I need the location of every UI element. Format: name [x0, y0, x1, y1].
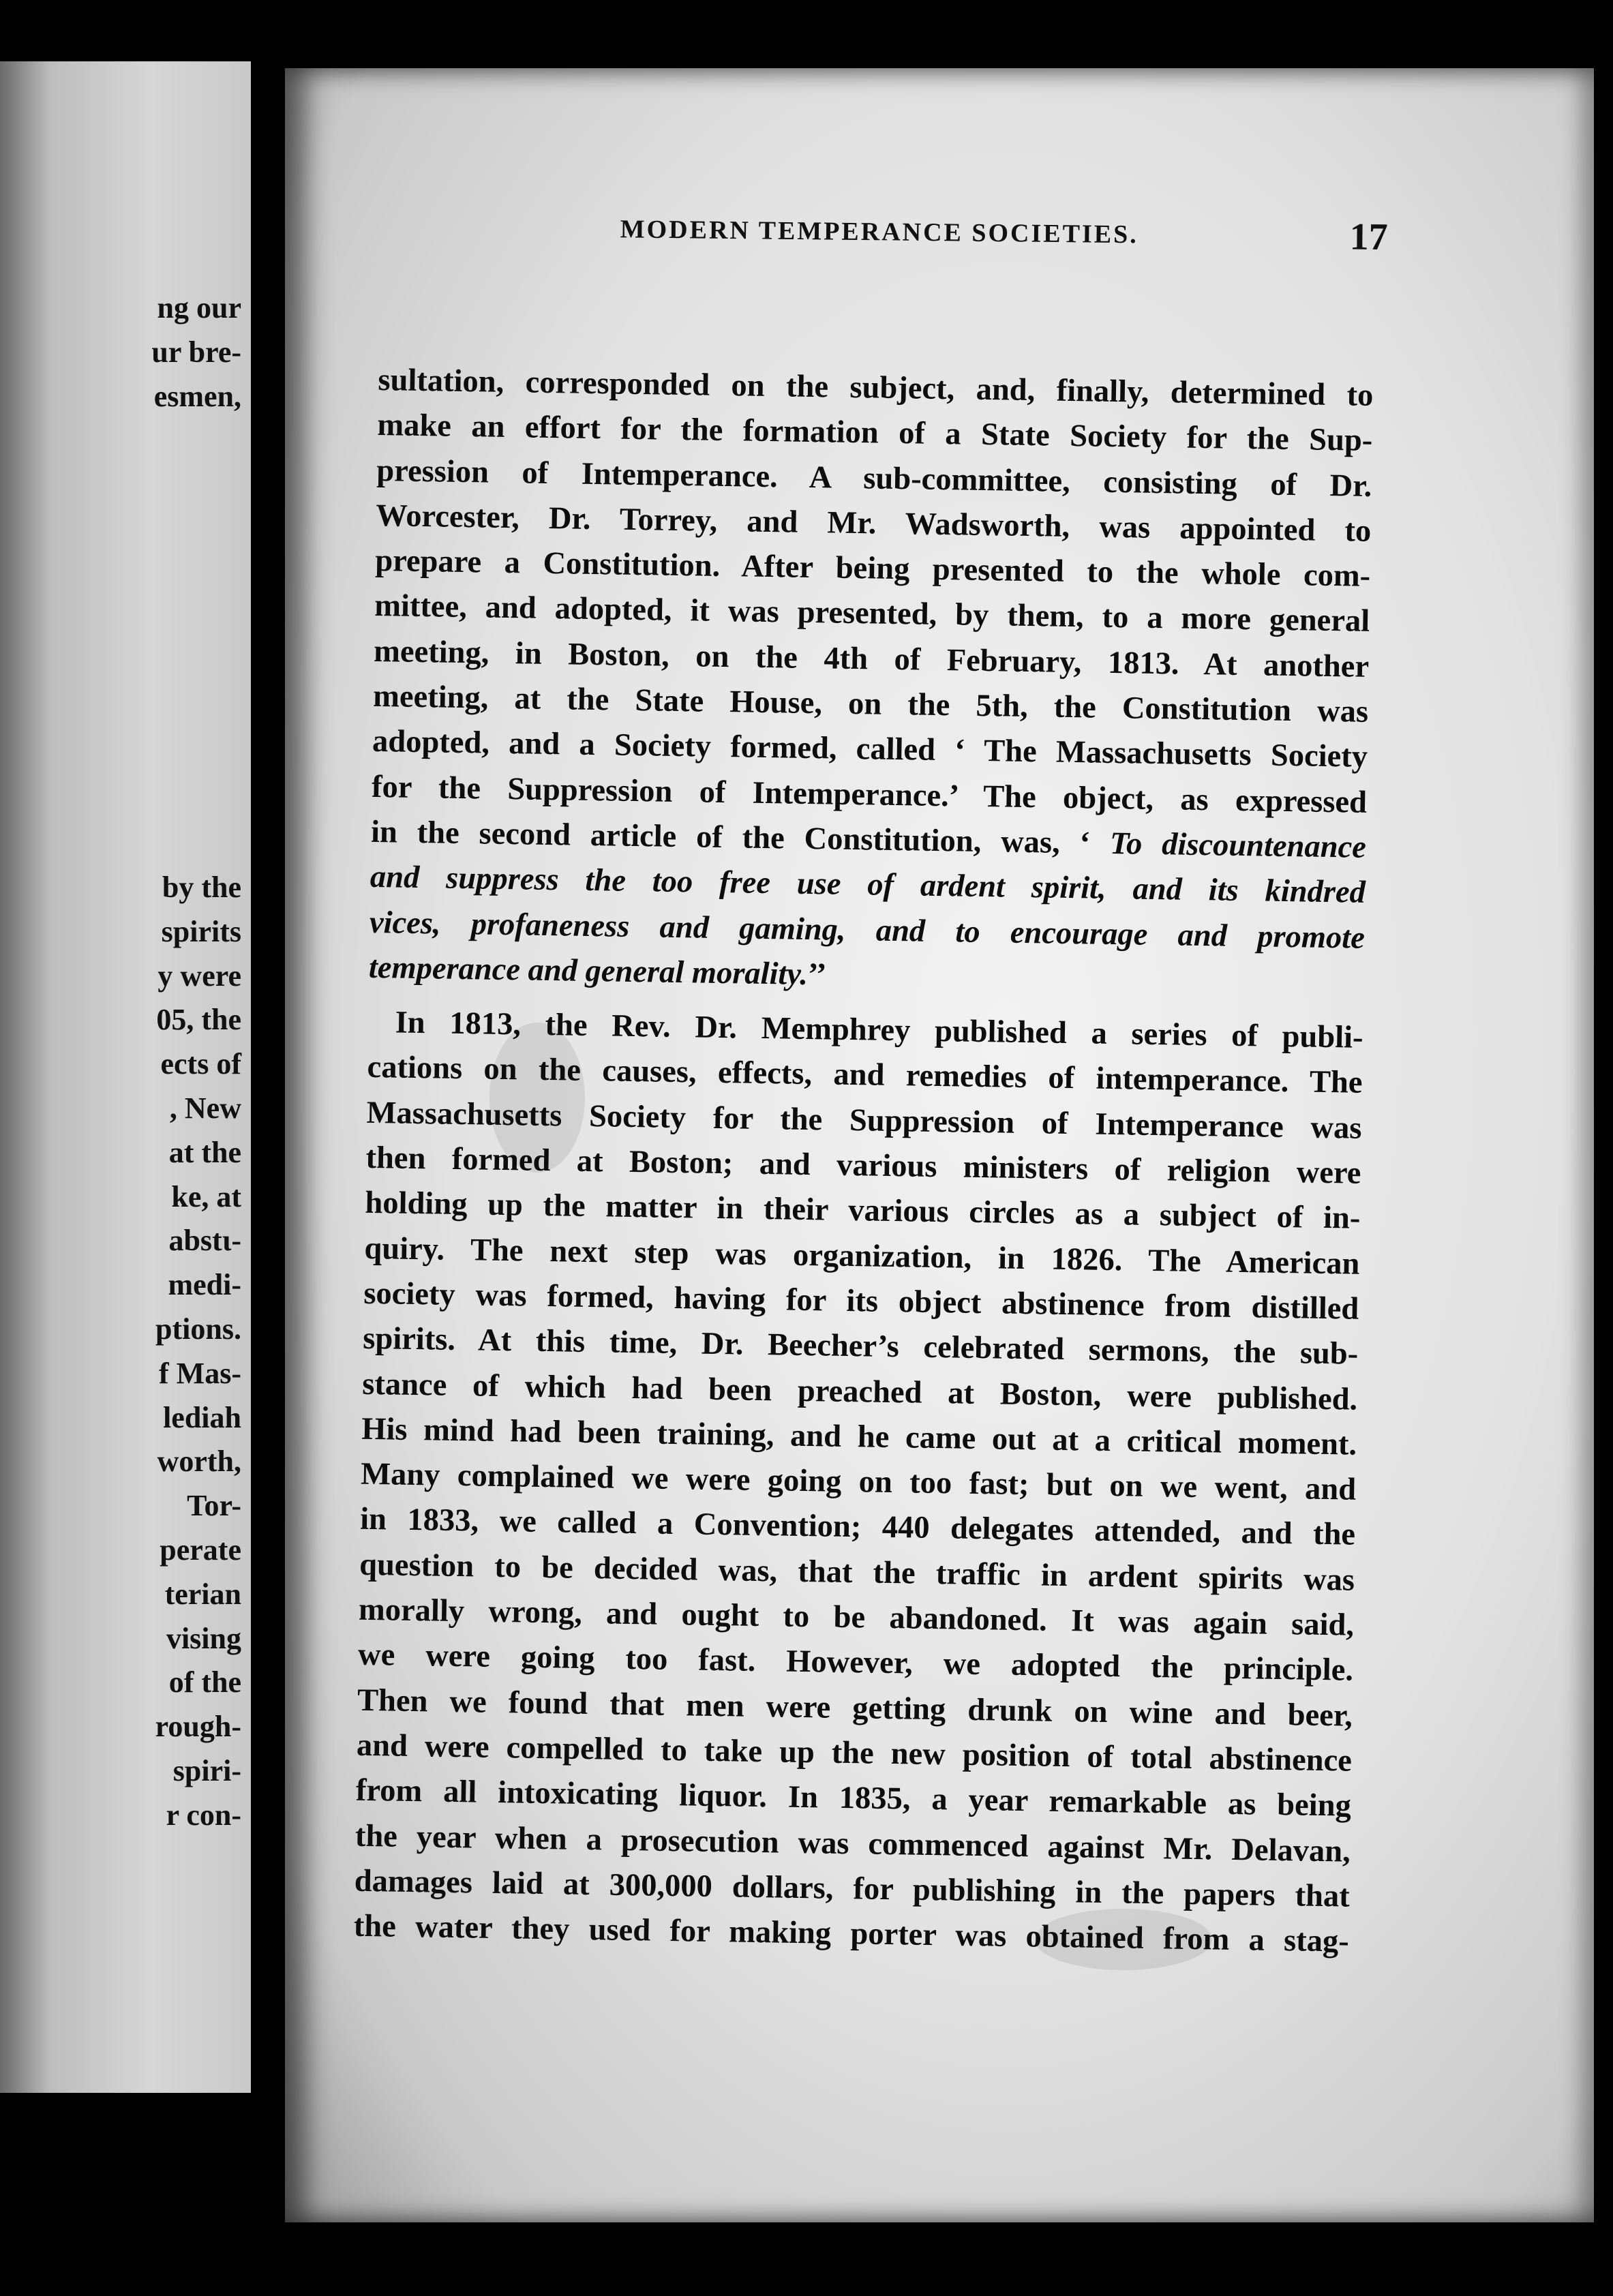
- text-line: sultation, corresponded on the subject, and, finally, determined to: [378, 362, 1374, 413]
- text-line: morally wrong, and ought to be abandoned. It was again said,: [358, 1592, 1355, 1643]
- previous-page-line: , New: [169, 1091, 241, 1125]
- previous-page-line: medi-: [168, 1268, 241, 1302]
- text-line: in 1833, we called a Convention; 440 delegates attended, and the: [359, 1502, 1356, 1553]
- text-line: and were compelled to take up the new position of total abstinence: [356, 1727, 1353, 1779]
- text-line: Many complained we were going on too fast; but on we went, and: [360, 1456, 1357, 1507]
- text-line: holding up the matter in their various circles as a subject of in-: [365, 1185, 1361, 1237]
- italic-text-run: temperance and general morality.: [368, 950, 809, 992]
- text-line: cations on the causes, effects, and remedies of intemperance. The: [367, 1050, 1363, 1101]
- previous-page-line: spirits: [161, 914, 241, 948]
- previous-page-line: terian: [164, 1577, 241, 1611]
- previous-page-line: f Mas-: [159, 1356, 241, 1390]
- page-body-text: [353, 358, 1373, 1965]
- text-line: from all intoxicating liquor. In 1835, a year remarkable as being: [355, 1772, 1352, 1824]
- text-line: society was formed, having for its object abstinence from distilled: [363, 1275, 1359, 1327]
- previous-page-line: abstι-: [168, 1224, 241, 1258]
- previous-page-line: at the: [168, 1135, 241, 1169]
- previous-page-line: r con-: [166, 1798, 241, 1832]
- previous-page-line: 05, the: [156, 1003, 241, 1037]
- previous-page-line: vising: [166, 1621, 241, 1655]
- text-line: quiry. The next step was organization, in 1826. The American: [364, 1230, 1360, 1282]
- previous-page-fragment: [0, 61, 251, 2093]
- text-line: make an effort for the formation of a State Society for the Sup-: [377, 408, 1373, 459]
- text-line: prepare a Constitution. After being presented to the whole com-: [374, 543, 1371, 594]
- text-line: meeting, in Boston, on the 4th of February, 1813. At another: [373, 633, 1370, 684]
- previous-page-line: y were: [157, 958, 241, 993]
- book-gutter: [251, 0, 285, 2296]
- text-line: adopted, and a Society formed, called ‘ The Massachusetts Society: [372, 724, 1368, 775]
- text-line: for the Suppression of Intemperance.’ The object, as expressed: [371, 769, 1368, 820]
- text-line: His mind had been training, and he came out at a critical moment.: [361, 1411, 1357, 1462]
- text-line: Worcester, Dr. Torrey, and Mr. Wadsworth, was appointed to: [375, 498, 1372, 549]
- text-line: then formed at Boston; and various ministers of religion were: [365, 1140, 1361, 1191]
- text-line: mittee, and adopted, it was presented, by them, to a more general: [374, 588, 1370, 639]
- text-line: question to be decided was, that the traffic in ardent spirits was: [359, 1547, 1355, 1598]
- previous-page-line: lediah: [163, 1400, 241, 1434]
- previous-page-line: rough-: [155, 1710, 241, 1744]
- text-run: in the second article of the Constitution, was, ‘: [370, 814, 1091, 861]
- text-line: meeting, at the State House, on the 5th, the Constitution was: [372, 679, 1369, 729]
- text-line: we were going too fast. However, we adopted the principle.: [357, 1637, 1354, 1689]
- previous-page-line: ects of: [160, 1047, 241, 1081]
- previous-page-line: of the: [168, 1665, 241, 1700]
- text-line: Then we found that men were getting drunk on wine and beer,: [357, 1682, 1353, 1734]
- text-line: stance of which had been preached at Boston, were published.: [361, 1366, 1358, 1417]
- text-line: Massachusetts Society for the Suppression of Intemperance was: [366, 1095, 1362, 1146]
- previous-page-line: Tor-: [187, 1489, 241, 1523]
- text-line: In 1813, the Rev. Dr. Memphrey published a series of publi-: [395, 1005, 1363, 1055]
- previous-page-line: esmen,: [153, 379, 241, 413]
- previous-page-text-bottom: [0, 866, 251, 1838]
- page-number: 17: [1349, 215, 1389, 259]
- previous-page-line: worth,: [157, 1445, 241, 1479]
- italic-text-run: To discountenance: [1109, 826, 1367, 865]
- previous-page-line: ng our: [157, 291, 241, 324]
- closing-quote: ’’: [807, 956, 827, 993]
- text-line: vices, profaneness and gaming, and to encourage and promote: [369, 905, 1366, 956]
- text-line: the water they used for making porter was obtained from a stag-: [353, 1908, 1350, 1959]
- previous-page-text-top: [0, 286, 251, 419]
- previous-page-line: by the: [162, 871, 241, 904]
- previous-page-line: ptions.: [155, 1312, 241, 1346]
- previous-page-line: spiri-: [172, 1753, 241, 1787]
- running-head-title: MODERN TEMPERANCE SOCIETIES.: [620, 215, 1139, 250]
- previous-page-line: perate: [160, 1532, 241, 1567]
- text-line: and suppress the too free use of ardent spirit, and its kindred: [370, 860, 1366, 911]
- text-line: the year when a prosecution was commenced against Mr. Delavan,: [355, 1818, 1351, 1869]
- text-line: pression of Intemperance. A sub-committee, consisting of Dr.: [376, 453, 1372, 504]
- text-line: damages laid at 300,000 dollars, for publishing in the papers that: [354, 1863, 1351, 1914]
- previous-page-line: ke, at: [171, 1179, 241, 1213]
- text-line: spirits. At this time, Dr. Beecher’s celebrated sermons, the sub-: [363, 1321, 1359, 1372]
- previous-page-line: ur bre-: [151, 335, 241, 369]
